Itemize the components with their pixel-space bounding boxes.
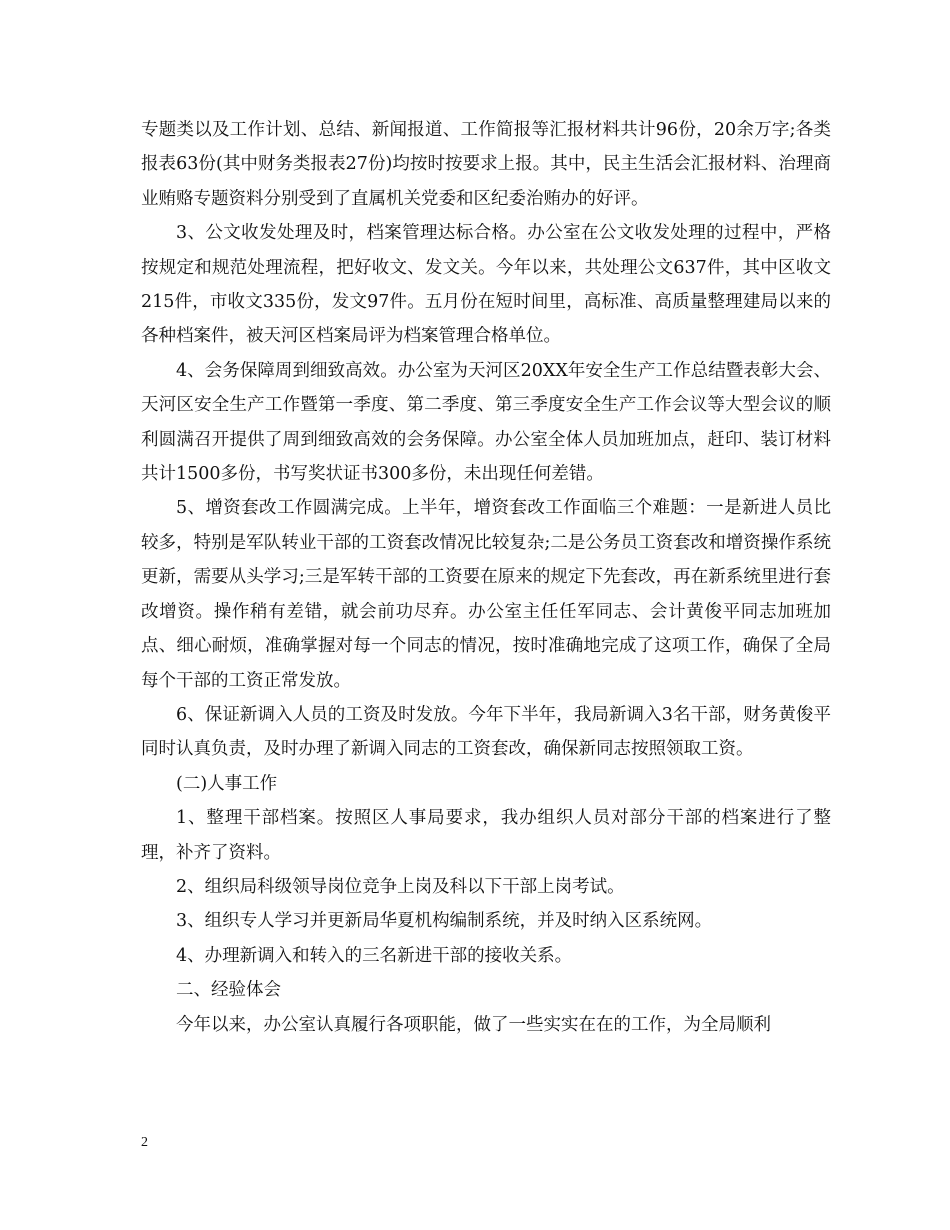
page-number: 2	[141, 1135, 148, 1150]
paragraph-document-handling: 3、公文收发处理及时，档案管理达标合格。办公室在公文收发处理的过程中，严格按规定和规范处理流程，把好收文、发文关。今年以来，共处理公文637件，其中区收文215件，市收文335份，发文97件。五月份在短时间里，高标准、高质量整理建局以来的各种档案件，被天河区档案局评为档案管理合格单位。	[141, 223, 831, 347]
paragraph-competitive-posts: 2、组织局科级领导岗位竞争上岗及科以下干部上岗考试。	[176, 876, 625, 897]
paragraph-experience-intro: 今年以来，办公室认真履行各项职能，做了一些实实在在的工作，为全局顺利	[176, 1014, 771, 1035]
section-heading-experience: 二、经验体会	[176, 980, 281, 1001]
paragraph-staffing-system: 3、组织专人学习并更新局华夏机构编制系统，并及时纳入区系统网。	[176, 911, 713, 932]
document-body	[141, 113, 831, 1042]
paragraph-new-staff-transfer: 4、办理新调入和转入的三名新进干部的接收关系。	[176, 945, 573, 966]
paragraph-report-materials: 专题类以及工作计划、总结、新闻报道、工作简报等汇报材料共计96份，20余万字;各类报表63份(其中财务类报表27份)均按时按要求上报。其中，民主生活会汇报材料、治理商业贿赂专题资料分别受到了直属机关党委和区纪委治贿办的好评。	[141, 120, 831, 209]
section-heading-personnel: (二)人事工作	[176, 773, 278, 794]
paragraph-new-staff-salary: 6、保证新调入人员的工资及时发放。今年下半年，我局新调入3名干部，财务黄俊平同时认真负责，及时办理了新调入同志的工资套改，确保新同志按照领取工资。	[141, 704, 831, 760]
paragraph-personnel-files: 1、整理干部档案。按照区人事局要求，我办组织人员对部分干部的档案进行了整理，补齐了资料。	[141, 808, 831, 863]
paragraph-salary-reform: 5、增资套改工作圆满完成。上半年，增资套改工作面临三个难题：一是新进人员比较多，特别是军队转业干部的工资套改情况比较复杂;二是公务员工资套改和增资操作系统更新，需要从头学习;三是军转干部的工资要在原来的规定下先套改，再在新系统里进行套改增资。操作稍有差错，就会前功尽弃。办公室主任任军同志、会计黄俊平同志加班加点、细心耐烦，准确掌握对每一个同志的情况，按时准确地完成了这项工作，确保了全局每个干部的工资正常发放。	[141, 498, 831, 691]
paragraph-meeting-support: 4、会务保障周到细致高效。办公室为天河区20XX年安全生产工作总结暨表彰大会、天河区安全生产工作暨第一季度、第二季度、第三季度安全生产工作会议等大型会议的顺利圆满召开提供了周到细致高效的会务保障。办公室全体人员加班加点，赶印、装订材料共计1500多份，书写奖状证书300多份，未出现任何差错。	[141, 360, 831, 485]
